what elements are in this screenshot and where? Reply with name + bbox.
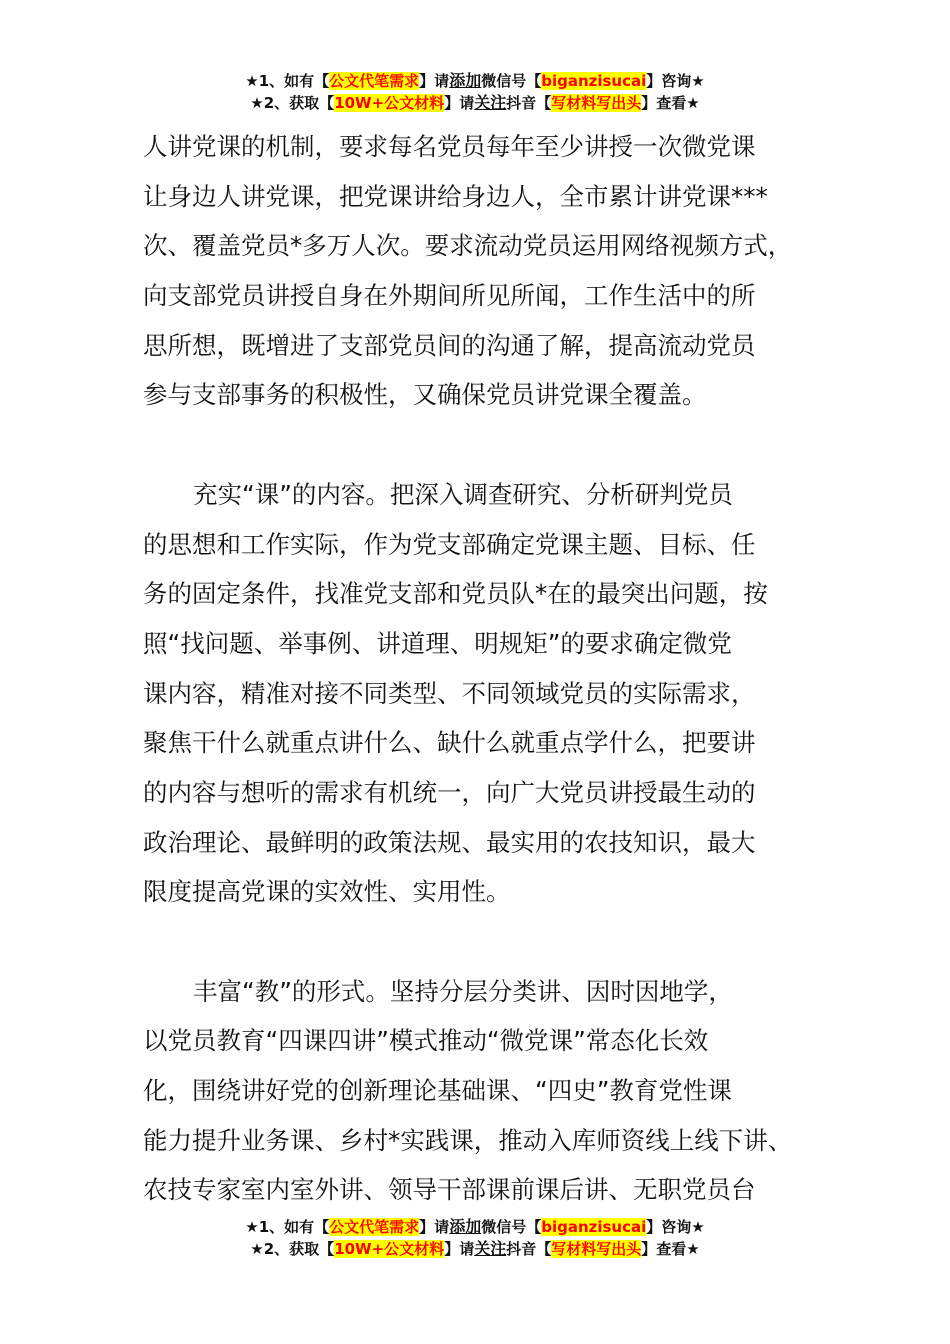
text-line: 限度提高党课的实效性、实用性。 <box>143 877 511 907</box>
paragraph-spacer <box>143 917 843 967</box>
banner-text: 微信号【 <box>481 72 542 90</box>
banner-text: 】咨询★ <box>646 1218 705 1236</box>
text-line: 的内容与想听的需求有机统一，向广大党员讲授最生动的 <box>143 777 756 807</box>
text-line: 照“找问题、举事例、讲道理、明规矩”的要求确定微党 <box>143 628 732 658</box>
banner-text: 】请 <box>444 94 475 112</box>
text-line: 丰富“教”的形式。坚持分层分类讲、因时因地学， <box>193 976 733 1006</box>
banner-text: 】请 <box>419 1218 450 1236</box>
text-line: 的思想和工作实际，作为党支部确定党课主题、目标、任 <box>143 529 756 559</box>
text-line: 让身边人讲党课，把党课讲给身边人，全市累计讲党课*** <box>143 181 768 211</box>
text-line: 课内容，精准对接不同类型、不同领域党员的实际需求， <box>143 678 756 708</box>
banner-text: 】请 <box>444 1240 475 1258</box>
banner-text: ★1、如有【 <box>245 1218 330 1236</box>
banner-line-2 <box>0 1238 950 1260</box>
banner-underlined-text: 关注 <box>474 93 507 112</box>
footer-banner <box>0 1216 950 1260</box>
banner-highlight-service: 公文代笔需求 <box>329 1218 420 1236</box>
text-line: 务的固定条件，找准党支部和党员队*在的最突出问题，按 <box>143 579 768 609</box>
banner-highlight-douyin-account: 写材料写出头 <box>551 1240 642 1258</box>
banner-highlight-wechat-id: biganzisucai <box>541 72 647 90</box>
banner-line-1 <box>0 1216 950 1238</box>
text-line: 能力提升业务课、乡村*实践课，推动入库师资线上线下讲、 <box>143 1125 793 1155</box>
banner-highlight-douyin-account: 写材料写出头 <box>551 94 642 112</box>
banner-underlined-text: 添加 <box>449 71 482 90</box>
document-body <box>143 122 843 1215</box>
banner-text: 】查看★ <box>641 94 700 112</box>
text-line: 人讲党课的机制，要求每名党员每年至少讲授一次微党课 <box>143 132 756 161</box>
banner-text: 微信号【 <box>481 1218 542 1236</box>
paragraph-2 <box>143 470 843 917</box>
banner-text: 】请 <box>419 72 450 90</box>
banner-underlined-text: 关注 <box>474 1239 507 1258</box>
text-line: 次、覆盖党员*多万人次。要求流动党员运用网络视频方式， <box>143 231 793 261</box>
banner-highlight-service: 公文代笔需求 <box>329 72 420 90</box>
text-line: 聚焦干什么就重点讲什么、缺什么就重点学什么，把要讲 <box>143 728 756 758</box>
paragraph-1 <box>143 122 843 420</box>
header-banner <box>0 70 950 114</box>
text-line: 以党员教育“四课四讲”模式推动“微党课”常态化长效 <box>143 1026 709 1056</box>
text-line: 向支部党员讲授自身在外期间所见所闻，工作生活中的所 <box>143 281 756 311</box>
paragraph-3 <box>143 967 843 1215</box>
paragraph-spacer <box>143 420 843 470</box>
banner-text: ★2、获取【 <box>250 1240 335 1258</box>
banner-highlight-materials: 10W+公文材料 <box>334 94 445 112</box>
banner-line-1 <box>0 70 950 92</box>
banner-line-2 <box>0 92 950 114</box>
text-line: 充实“课”的内容。把深入调查研究、分析研判党员 <box>193 479 733 509</box>
text-line: 农技专家室内室外讲、领导干部课前课后讲、无职党员台 <box>143 1175 756 1205</box>
banner-text: 】查看★ <box>641 1240 700 1258</box>
banner-text: 】咨询★ <box>646 72 705 90</box>
banner-text: ★1、如有【 <box>245 72 330 90</box>
text-line: 参与支部事务的积极性，又确保党员讲党课全覆盖。 <box>143 380 707 410</box>
banner-underlined-text: 添加 <box>449 1217 482 1236</box>
text-line: 政治理论、最鲜明的政策法规、最实用的农技知识，最大 <box>143 827 756 857</box>
text-line: 化，围绕讲好党的创新理论基础课、“四史”教育党性课 <box>143 1076 732 1106</box>
banner-highlight-wechat-id: biganzisucai <box>541 1218 647 1236</box>
banner-highlight-materials: 10W+公文材料 <box>334 1240 445 1258</box>
banner-text: ★2、获取【 <box>250 94 335 112</box>
banner-text: 抖音【 <box>506 1240 552 1258</box>
banner-text: 抖音【 <box>506 94 552 112</box>
text-line: 思所想，既增进了支部党员间的沟通了解，提高流动党员 <box>143 330 756 360</box>
